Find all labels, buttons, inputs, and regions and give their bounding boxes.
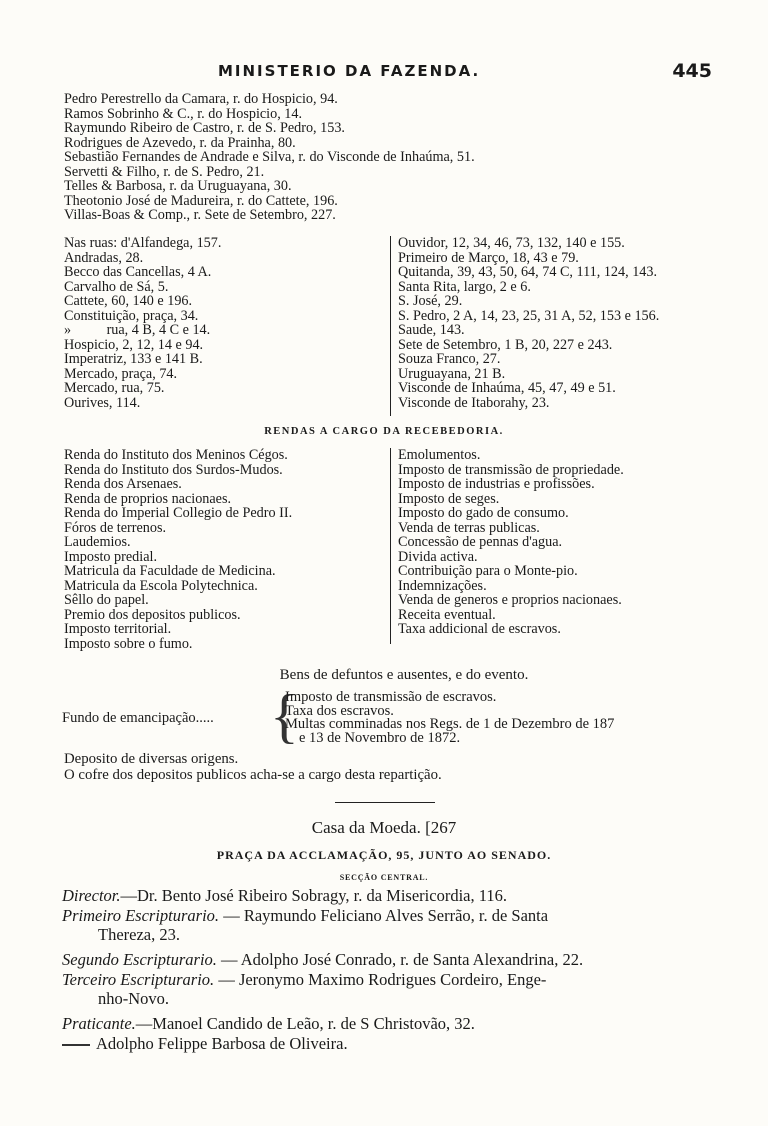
- list-item: Visconde de Inhaúma, 45, 47, 49 e 51.: [398, 380, 616, 396]
- list-item: Santa Rita, largo, 2 e 6.: [398, 278, 531, 295]
- list-item: Imposto territorial.: [64, 621, 172, 637]
- page-number: 445: [672, 60, 712, 82]
- list-item: Telles & Barbosa, r. da Uruguayana, 30.: [64, 178, 292, 194]
- list-item: Ourives, 114.: [64, 394, 141, 411]
- list-item: Matricula da Faculdade de Medicina.: [64, 563, 276, 579]
- streets-left-column: [64, 236, 379, 410]
- staff-continuation: Thereza, 23.: [98, 925, 180, 944]
- list-item: Imposto de transmissão de escravos.: [285, 689, 497, 705]
- staff-entry: [62, 950, 712, 969]
- address-heading: PRAÇA DA ACCLAMAÇÃO, 95, JUNTO AO SENADO.: [216, 848, 552, 862]
- staff-entry: [62, 1034, 712, 1053]
- list-item: Imposto sobre o fumo.: [64, 635, 193, 652]
- list-item: Rodrigues de Azevedo, r. da Prainha, 80.: [64, 134, 296, 151]
- staff-text: —Manoel Candido de Leão, r. de S Christovão, 32.: [135, 1014, 475, 1033]
- list-item: Sebastião Fernandes de Andrade e Silva, r. do Visconde de Inhaúma, 51.: [64, 149, 475, 165]
- rendas-columns: [64, 448, 714, 658]
- list-item: Pedro Perestrello da Camara, r. do Hospicio, 94.: [64, 91, 338, 107]
- list-item: Multas comminadas nos Regs. de 1 de Dezembro de 187: [285, 716, 615, 732]
- ditto-dash-icon: [62, 1044, 90, 1046]
- list-item: Raymundo Ribeiro de Castro, r. de S. Pedro, 153.: [64, 120, 345, 136]
- staff-role: Primeiro Escripturario.: [62, 906, 220, 925]
- closing-lines: [64, 752, 714, 783]
- list-item: Deposito de diversas origens.: [64, 751, 239, 767]
- list-item: Fóros de terrenos.: [64, 519, 167, 536]
- list-item: Villas-Boas & Comp., r. Sete de Setembro, 227.: [64, 207, 336, 223]
- list-item: Premio dos depositos publicos.: [64, 606, 241, 623]
- staff-entry: [62, 970, 712, 1008]
- list-item: e 13 de Novembro de 1872.: [299, 729, 461, 746]
- staff-role: Praticante.: [62, 1014, 136, 1033]
- address-list: [64, 92, 714, 223]
- running-head: MINISTERIO DA FAZENDA.: [218, 62, 481, 80]
- list-item: Andradas, 28.: [64, 249, 144, 266]
- list-item: Renda de proprios nacionaes.: [64, 490, 232, 507]
- list-item: Imposto de seges.: [398, 490, 500, 507]
- list-item: Servetti & Filho, r. de S. Pedro, 21.: [64, 163, 265, 180]
- list-item: Mercado, praça, 74.: [64, 365, 178, 382]
- section-title: Casa da Moeda. [267: [311, 818, 457, 837]
- staff-text: — Adolpho José Conrado, r. de Santa Alexandrina, 22.: [221, 950, 584, 969]
- list-item: Carvalho de Sá, 5.: [64, 278, 169, 295]
- list-item: Ouvidor, 12, 34, 46, 73, 132, 140 e 155.: [398, 235, 625, 251]
- list-item: Venda de generos e proprios nacionaes.: [398, 592, 622, 608]
- staff-text: Adolpho Felippe Barbosa de Oliveira.: [96, 1034, 348, 1053]
- list-item: Theotonio José de Madureira, r. do Cattete, 196.: [64, 192, 338, 209]
- list-item: S. José, 29.: [398, 293, 463, 309]
- list-item: Imposto predial.: [64, 548, 157, 565]
- list-item: Emolumentos.: [398, 447, 481, 463]
- list-item: Cattete, 60, 140 e 196.: [64, 293, 193, 309]
- section-subheading: SECÇÃO CENTRAL.: [339, 873, 429, 882]
- list-item: Laudemios.: [64, 534, 131, 550]
- list-item: Receita eventual.: [398, 606, 496, 623]
- staff-role: Director.: [62, 886, 121, 905]
- staff-role: Terceiro Escripturario.: [62, 970, 215, 989]
- rendas-right-column: [390, 448, 722, 644]
- list-item: Contribuição para o Monte-pio.: [398, 563, 578, 579]
- list-item: Imposto de industrias e profissões.: [398, 476, 595, 492]
- list-item: Ramos Sobrinho & C., r. do Hospicio, 14.: [64, 105, 303, 122]
- list-item: Renda dos Arsenaes.: [64, 476, 182, 492]
- bens-line: Bens de defuntos e ausentes, e do evento.: [279, 667, 529, 683]
- streets-columns: [64, 236, 714, 416]
- list-item: Souza Franco, 27.: [398, 351, 501, 367]
- list-item: Sete de Setembro, 1 B, 20, 227 e 243.: [398, 336, 613, 353]
- list-item: Quitanda, 39, 43, 50, 64, 74 C, 111, 124, 143.: [398, 264, 658, 280]
- list-item: Constituição, praça, 34.: [64, 307, 199, 324]
- list-item: Uruguayana, 21 B.: [398, 365, 506, 382]
- list-item: Visconde de Itaborahy, 23.: [398, 394, 550, 411]
- list-item: Taxa dos escravos.: [285, 702, 394, 719]
- staff-entry: [62, 886, 712, 905]
- list-item: O cofre dos depositos publicos acha-se a cargo desta repartição.: [64, 766, 442, 783]
- list-item: Renda do Instituto dos Meninos Cégos.: [64, 447, 288, 463]
- list-item: Matricula da Escola Polytechnica.: [64, 577, 258, 594]
- list-item: Venda de terras publicas.: [398, 519, 540, 536]
- divider-rule: [335, 802, 435, 803]
- list-item: Concessão de pennas d'agua.: [398, 534, 563, 550]
- list-item: S. Pedro, 2 A, 14, 23, 25, 31 A, 52, 153 e 156.: [398, 307, 660, 324]
- staff-role: Segundo Escripturario.: [62, 950, 217, 969]
- staff-list: [62, 886, 712, 1054]
- staff-text: — Jeronymo Maximo Rodrigues Cordeiro, Enge-: [218, 970, 547, 989]
- list-item: Mercado, rua, 75.: [64, 380, 165, 396]
- list-item: Imperatriz, 133 e 141 B.: [64, 351, 203, 367]
- fundo-items: [285, 691, 705, 745]
- list-item: Saude, 143.: [398, 322, 465, 338]
- list-item: Primeiro de Março, 18, 43 e 79.: [398, 249, 579, 266]
- list-item: Renda do Instituto dos Surdos-Mudos.: [64, 461, 283, 478]
- staff-text: — Raymundo Feliciano Alves Serrão, r. de Santa: [223, 906, 549, 925]
- list-item: Taxa addicional de escravos.: [398, 621, 561, 637]
- list-item: » rua, 4 B, 4 C e 14.: [64, 322, 211, 338]
- staff-continuation: nho-Novo.: [98, 989, 170, 1008]
- staff-entry: [62, 906, 712, 944]
- list-item: Indemnizações.: [398, 577, 487, 594]
- list-item: Imposto do gado de consumo.: [398, 505, 569, 521]
- list-item: Nas ruas: d'Alfandega, 157.: [64, 235, 222, 251]
- rendas-heading: RENDAS A CARGO DA RECEBEDORIA.: [264, 426, 504, 437]
- list-item: Hospicio, 2, 12, 14 e 94.: [64, 336, 204, 353]
- rendas-left-column: [64, 448, 379, 651]
- staff-entry: [62, 1014, 712, 1033]
- fundo-label: Fundo de emancipação.....: [62, 710, 214, 726]
- list-item: Renda do Imperial Collegio de Pedro II.: [64, 505, 293, 521]
- staff-text: —Dr. Bento José Ribeiro Sobragy, r. da Misericordia, 116.: [120, 886, 507, 905]
- list-item: Imposto de transmissão de propriedade.: [398, 461, 624, 478]
- list-item: Divida activa.: [398, 548, 478, 565]
- brace-glyph: {: [270, 683, 299, 749]
- streets-right-column: [390, 236, 722, 416]
- list-item: Becco das Cancellas, 4 A.: [64, 264, 212, 280]
- list-item: Sêllo do papel.: [64, 592, 149, 608]
